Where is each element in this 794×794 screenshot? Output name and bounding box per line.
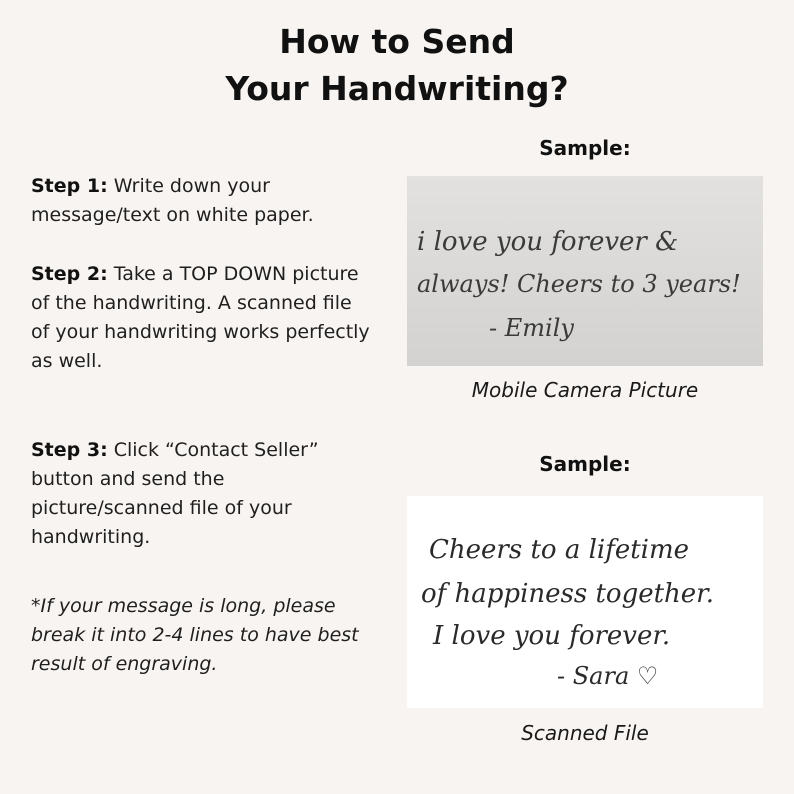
- scan-line-4: - Sara ♡: [557, 662, 659, 690]
- step-3-label: Step 3:: [31, 439, 108, 461]
- sample-heading-2: Sample:: [539, 452, 631, 476]
- photo-line-1: i love you forever &: [417, 227, 679, 257]
- handwriting-photo: [407, 176, 763, 366]
- scan-line-3: I love you forever.: [433, 621, 671, 651]
- scan-line-2: of happiness together.: [421, 579, 715, 609]
- step-1: [31, 172, 376, 230]
- long-message-note: *If your message is long, please break it into 2-4 lines to have best result of engraving.: [31, 595, 359, 675]
- step-1-label: Step 1:: [31, 175, 108, 197]
- sample-caption-1: Mobile Camera Picture: [471, 378, 699, 402]
- page-title: [0, 18, 794, 112]
- step-1-text: Write down your message/text on white paper.: [31, 175, 314, 226]
- title-line-1: How to Send: [279, 22, 515, 61]
- step-3-text: Click “Contact Seller” button and send the picture/scanned file of your handwriting.: [31, 439, 319, 548]
- handwriting-scan: [407, 496, 763, 708]
- sample-scan-image: [407, 496, 763, 708]
- sample-photo-image: [407, 176, 763, 366]
- step-3: [31, 436, 376, 552]
- step-2-text: Take a TOP DOWN picture of the handwriting. A scanned file of your handwriting works perfectly as well.: [31, 263, 370, 372]
- photo-line-2: always! Cheers to 3 years!: [417, 270, 741, 298]
- sample-caption-2: Scanned File: [521, 721, 649, 745]
- step-2: [31, 260, 376, 376]
- photo-line-3: - Emily: [489, 314, 574, 342]
- scan-line-1: Cheers to a lifetime: [429, 535, 690, 565]
- sample-heading-1: Sample:: [539, 136, 631, 160]
- step-2-label: Step 2:: [31, 263, 108, 285]
- title-line-2: Your Handwriting?: [225, 69, 569, 108]
